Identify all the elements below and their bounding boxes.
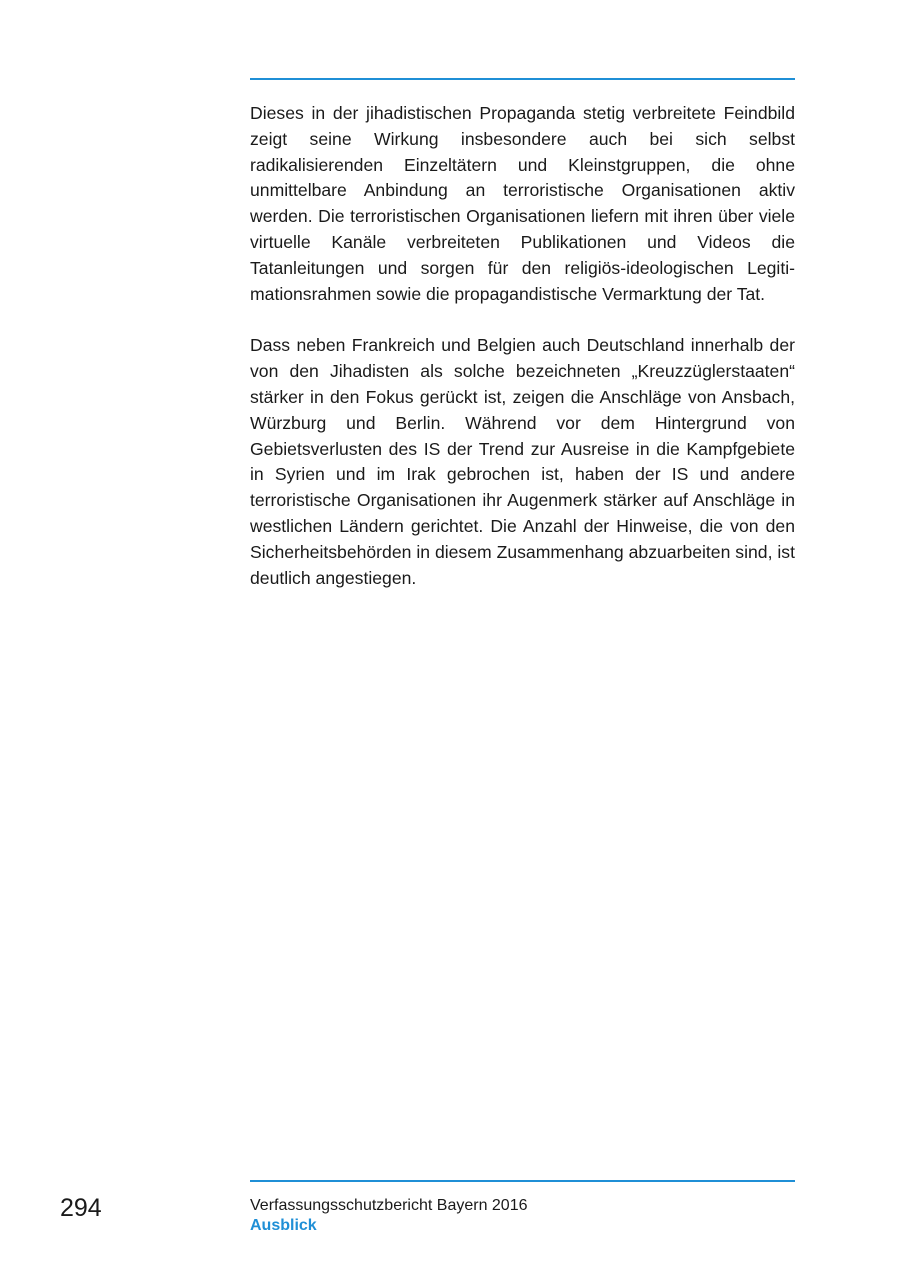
paragraph-1: Dieses in der jihadistischen Propaganda stetig verbreitete Feindbild zeigt seine Wirkung insbesondere auch bei sich selbst radikalisierenden Einzeltätern und Kleinstgruppen, die ohne unmittelbare Anbindung an terroristische Organisationen aktiv werden. Die terroristischen Organisationen liefern mit ihren über viele virtuelle Kanäle verbreiteten Publikationen und Videos die Tatanleitungen und sorgen für den religiös-ideologischen Legitimationsrahmen sowie die propagandistische Vermarktung der Tat. [250, 103, 795, 304]
report-title: Verfassungsschutzbericht Bayern 2016 [250, 1197, 528, 1214]
footer [250, 1196, 795, 1236]
page-number: 294 [60, 1194, 102, 1222]
bottom-divider [250, 1180, 795, 1182]
top-divider [250, 78, 795, 80]
paragraph-2: Dass neben Frankreich und Belgien auch Deutschland innerhalb der von den Jihadisten als solche bezeichneten „Kreuzzüglerstaaten“ stärker in den Fokus gerückt ist, zeigen die Anschläge von Ansbach, Würzburg und Berlin. Während vor dem Hintergrund von Gebietsverlusten des IS der Trend zur Ausreise in die Kampfgebiete in Syrien und im Irak gebrochen ist, haben der IS und andere terroristische Organisationen ihr Augenmerk stärker auf Anschläge in westlichen Ländern gerichtet. Die Anzahl der Hinweise, die von den Sicherheitsbehörden in diesem Zusammenhang abzuarbeiten sind, ist deutlich angestiegen. [250, 335, 795, 588]
body-text [250, 101, 795, 617]
section-title: Ausblick [250, 1217, 317, 1234]
